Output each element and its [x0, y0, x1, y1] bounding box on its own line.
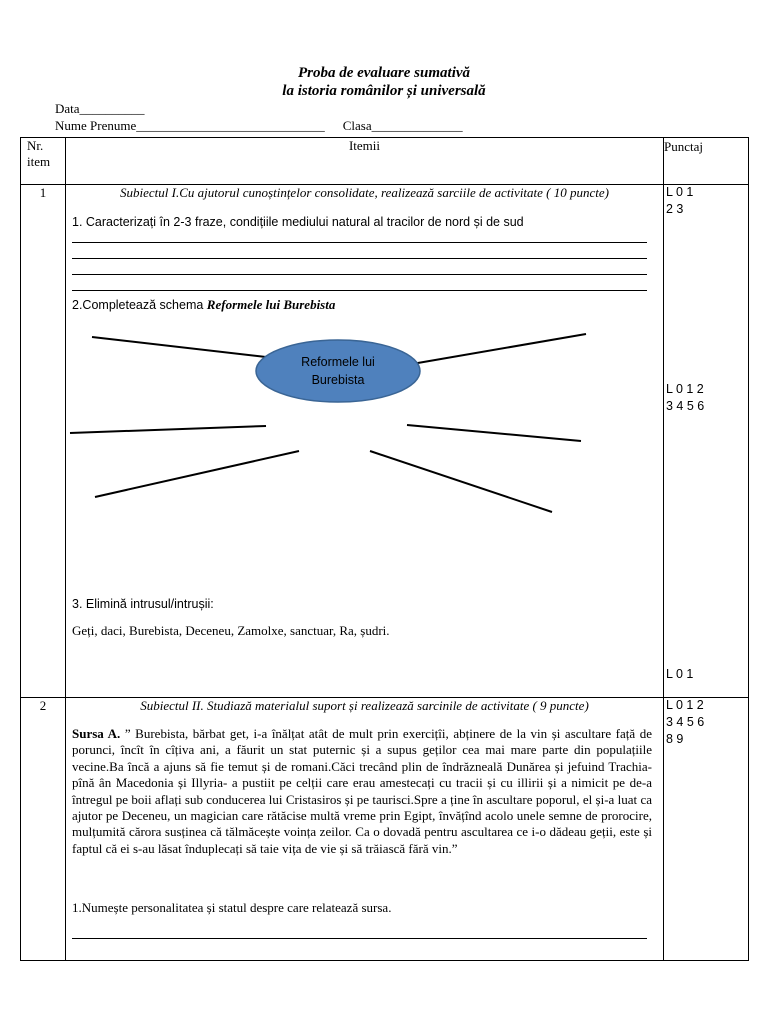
diagram-center-label-line-2: Burebista	[311, 373, 365, 387]
item-number-2: 2	[21, 698, 66, 961]
source-a-label: Sursa A.	[72, 726, 121, 741]
subject-2-heading: Subiectul II. Studiază materialul suport și realizează sarcinile de activitate ( 9 puncte)	[140, 698, 589, 713]
task-1-1-prompt: 1. Caracterizați în 2-3 fraze, condițiile mediului natural al tracilor de nord și de sud	[72, 215, 524, 229]
points-2-line-2: 3 4 5 6	[666, 715, 705, 729]
document-title-line-2: la istoria românilor și universală	[282, 83, 486, 99]
diagram-spoke	[407, 425, 581, 441]
header-points-cell	[664, 138, 749, 185]
points-2-line-1: L 0 1 2	[666, 698, 704, 712]
subject-1-cell	[66, 185, 664, 698]
task-1-2-bold-title: Reformele lui Burebista	[206, 297, 336, 312]
points-cell-2	[664, 698, 749, 961]
class-label: Clasa______________	[342, 118, 463, 133]
item-number-1: 1	[21, 185, 66, 698]
table-header-row	[21, 138, 749, 185]
task-1-2-prefix: 2.Completează schema	[72, 298, 207, 312]
date-field	[55, 101, 145, 117]
diagram-center-ellipse	[256, 340, 420, 402]
reforms-diagram	[66, 185, 648, 697]
header-nr-label: Nr.	[27, 138, 44, 153]
task-1-3-prompt: 3. Elimină intrusul/intrușii:	[72, 597, 214, 611]
diagram-center-label-line-1: Reformele lui	[301, 355, 375, 369]
name-label: Nume Prenume_____________________________	[55, 118, 325, 133]
subject-1-heading: Subiectul I.Cu ajutorul cunoștințelor consolidate, realizează sarciile de activitate ( 10 puncte)	[120, 185, 609, 200]
source-a-text: ” Burebista, bărbat get, i-a înălțat atât de mult prin exercițîi, abținere de la vin și ascultare față de porunci, încît în cîțiva ani, a făurit un stat puternic și a supus geților cea mai mare parte din populațiile vecine.Ba încă a ajuns să fie temut și de romani.Căci trecând plin de îndrăzneală Dunărea și jefuind Trachia-pînă ân Macedonia și Illyria- a pustiit pe celții care erau amestecați cu tracii și cu illirii și a nimicit pe de-a întregul pe boii aflați sub conducerea lui Cristasiros și pe taurisci.Spre a ține în ascultare poporul, el și-a luat ca ajutor pe Deceneu, un magician care rătăcise multă vreme prin Egipt, învățînd acolo unele semne de prorocire, mulțumită cărora susținea că tălmăcește voința zeilor. Ca o dovadă pentru ascultarea ce i-o dădeau geții, este și faptul că ei s-au lăsat înduplecați să taie vița de vie și să trăiască fără vin.”	[72, 726, 652, 856]
points-1-3: L 0 1	[666, 667, 694, 681]
diagram-spoke	[412, 334, 586, 364]
diagram-spoke	[92, 337, 266, 357]
points-2-line-3: 8 9	[666, 732, 684, 746]
diagram-spoke	[370, 451, 552, 512]
header-item-label: item	[27, 154, 51, 169]
task-1-3-words: Geți, daci, Burebista, Deceneu, Zamolxe, sanctuar, Ra, șudri.	[72, 623, 390, 638]
header-items-label: Itemii	[348, 138, 381, 153]
evaluation-table	[20, 137, 749, 961]
header-items-cell	[66, 138, 664, 185]
points-cell-1	[664, 185, 749, 698]
points-1-2-line-2: 3 4 5 6	[666, 399, 705, 413]
date-label: Data__________	[55, 101, 145, 116]
document-title-line-1: Proba de evaluare sumativă	[297, 65, 471, 81]
task-2-1-prompt: 1.Numește personalitatea și statul despre care relatează sursa.	[72, 900, 392, 915]
subject-2-cell	[66, 698, 664, 961]
answer-line[interactable]	[72, 938, 647, 939]
source-a-paragraph	[72, 726, 652, 857]
diagram-spoke	[95, 451, 299, 497]
points-1-1-line-1: L 0 1	[666, 185, 694, 199]
header-nr-cell	[21, 138, 66, 185]
diagram-spoke	[70, 426, 266, 433]
points-1-2-line-1: L 0 1 2	[666, 382, 704, 396]
header-points-label: Punctaj	[664, 139, 703, 154]
name-class-fields	[55, 118, 463, 134]
table-row-subject-1	[21, 185, 749, 698]
points-1-1-line-2: 2 3	[666, 202, 684, 216]
table-row-subject-2	[21, 698, 749, 961]
